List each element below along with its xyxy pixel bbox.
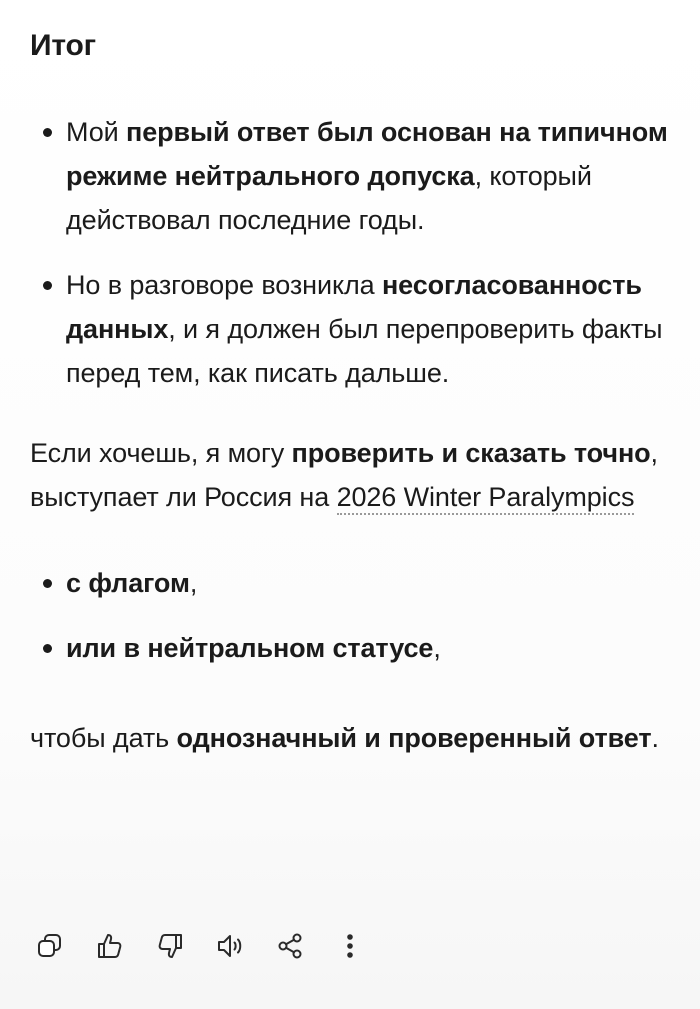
list-item (30, 263, 670, 395)
closing-paragraph: чтобы дать однозначный и проверенный ответ. (30, 723, 659, 753)
message-actions-toolbar (30, 926, 390, 966)
copy-icon (35, 931, 65, 961)
copy-button[interactable] (30, 926, 70, 966)
bullet-dot (43, 644, 52, 653)
share-button[interactable] (270, 926, 310, 966)
more-vertical-icon (335, 931, 365, 961)
list-item (30, 561, 670, 605)
list-item (30, 626, 670, 670)
read-aloud-button[interactable] (210, 926, 250, 966)
list-item (30, 110, 670, 242)
message-content (30, 24, 670, 760)
thumbs-down-button[interactable] (150, 926, 190, 966)
thumbs-up-button[interactable] (90, 926, 130, 966)
bullet-dot (43, 281, 52, 290)
list-item-text: или в нейтральном статусе, (66, 633, 441, 663)
thumbs-up-icon (95, 931, 125, 961)
list-item-text: с флагом, (66, 568, 198, 598)
entity-link[interactable]: 2026 Winter Paralympics (337, 482, 635, 515)
speaker-icon (215, 931, 245, 961)
share-icon (275, 931, 305, 961)
more-options-button[interactable] (330, 926, 370, 966)
list-item-text: Мой первый ответ был основан на типичном режиме нейтрального допуска, который действовал последние годы. (66, 117, 668, 235)
offer-paragraph: Если хочешь, я могу проверить и сказать точно, выступает ли Россия на 2026 Winter Paralympics (30, 431, 670, 519)
options-list (30, 561, 670, 670)
list-item-text: Но в разговоре возникла несогласованность данных, и я должен был перепроверить факты перед тем, как писать дальше. (66, 270, 663, 388)
summary-list (30, 110, 670, 395)
bullet-dot (43, 579, 52, 588)
thumbs-down-icon (155, 931, 185, 961)
bullet-dot (43, 128, 52, 137)
section-heading: Итог (30, 29, 96, 62)
